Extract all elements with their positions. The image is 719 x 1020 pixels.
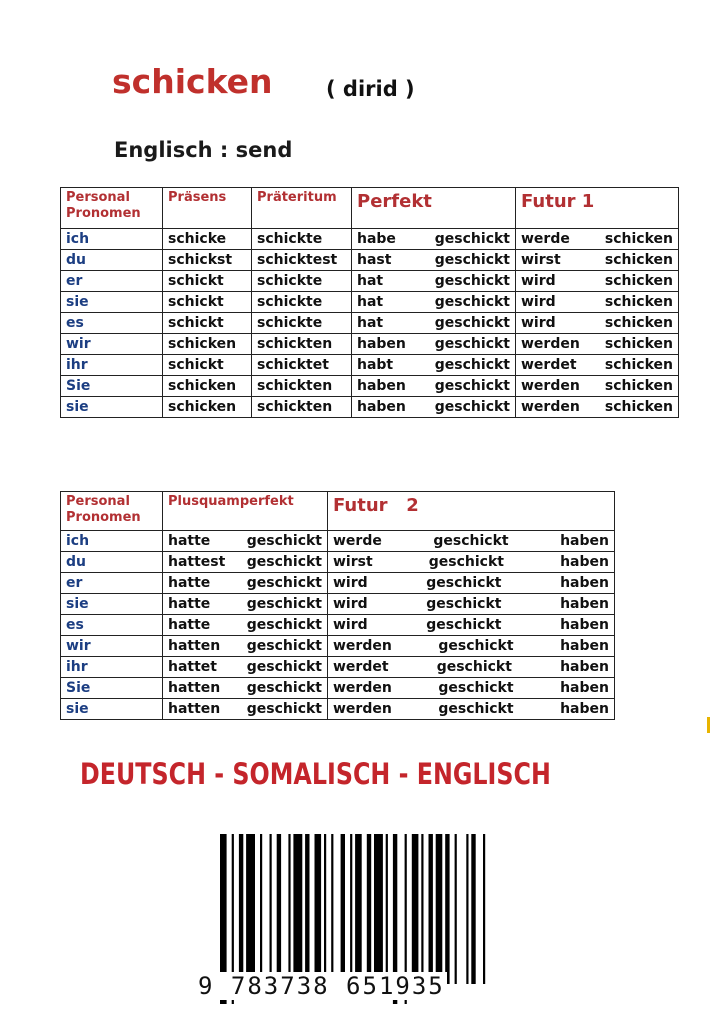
plusquamperfekt-auxiliary: hattest xyxy=(168,554,226,570)
pronoun-cell: sie xyxy=(61,699,163,720)
table1-row xyxy=(61,334,679,355)
futur1-auxiliary: wirst xyxy=(521,252,561,268)
conjugation-table-2 xyxy=(60,491,615,720)
perfekt-cell xyxy=(352,229,516,250)
futur2-cell xyxy=(328,552,615,573)
barcode-bar xyxy=(483,834,485,984)
futur1-cell xyxy=(516,355,679,376)
perfekt-auxiliary: haben xyxy=(357,399,406,415)
perfekt-auxiliary: haben xyxy=(357,378,406,394)
pronoun-cell: ihr xyxy=(61,657,163,678)
plusquamperfekt-participle: geschickt xyxy=(246,554,322,570)
perfekt-auxiliary: habt xyxy=(357,357,394,373)
header-plusquamperfekt: Plusquamperfekt xyxy=(163,492,328,531)
table2-row xyxy=(61,657,615,678)
plusquamperfekt-cell xyxy=(163,699,328,720)
futur1-cell xyxy=(516,271,679,292)
barcode-bar xyxy=(350,834,352,984)
praeteritum-cell: schickte xyxy=(252,313,352,334)
table1-row xyxy=(61,397,679,418)
barcode-bar xyxy=(367,834,371,984)
table2-row xyxy=(61,678,615,699)
praeteritum-cell: schickte xyxy=(252,271,352,292)
pronoun-cell: er xyxy=(61,573,163,594)
futur2-participle: geschickt xyxy=(438,680,514,696)
pronoun-cell: du xyxy=(61,250,163,271)
perfekt-cell xyxy=(352,271,516,292)
table2-row xyxy=(61,531,615,552)
barcode-bar xyxy=(293,834,302,984)
plusquamperfekt-participle: geschickt xyxy=(246,680,322,696)
praeteritum-cell: schicktest xyxy=(252,250,352,271)
perfekt-auxiliary: hat xyxy=(357,273,384,289)
futur2-cell xyxy=(328,573,615,594)
futur1-auxiliary: wird xyxy=(521,294,556,310)
futur1-infinitive: schicken xyxy=(604,231,673,247)
table1-row xyxy=(61,355,679,376)
plusquamperfekt-participle: geschickt xyxy=(246,659,322,675)
praeteritum-cell: schickten xyxy=(252,397,352,418)
barcode-bar xyxy=(246,834,255,984)
somali-translation: ( dirid ) xyxy=(326,77,415,101)
perfekt-participle: geschickt xyxy=(434,273,510,289)
perfekt-participle: geschickt xyxy=(434,315,510,331)
praesens-cell: schickt xyxy=(163,313,252,334)
pronoun-cell: sie xyxy=(61,397,163,418)
header-praeteritum: Präteritum xyxy=(252,188,352,229)
barcode-bar xyxy=(305,834,309,984)
header-praesens: Präsens xyxy=(163,188,252,229)
barcode-bar xyxy=(341,834,345,984)
futur2-participle: geschickt xyxy=(428,554,504,570)
praeteritum-cell: schickten xyxy=(252,376,352,397)
futur1-cell xyxy=(516,229,679,250)
plusquamperfekt-participle: geschickt xyxy=(246,596,322,612)
plusquamperfekt-auxiliary: hatte xyxy=(168,596,211,612)
futur1-cell xyxy=(516,334,679,355)
barcode-bar xyxy=(429,834,433,984)
plusquamperfekt-auxiliary: hatte xyxy=(168,617,211,633)
futur2-infinitive: haben xyxy=(560,554,609,570)
futur2-infinitive: haben xyxy=(560,533,609,549)
praesens-cell: schicken xyxy=(163,397,252,418)
plusquamperfekt-auxiliary: hatten xyxy=(168,638,221,654)
perfekt-cell xyxy=(352,355,516,376)
praesens-cell: schickst xyxy=(163,250,252,271)
futur1-infinitive: schicken xyxy=(604,294,673,310)
perfekt-auxiliary: hat xyxy=(357,294,384,310)
header-futur2: Futur 2 xyxy=(328,492,615,531)
futur1-auxiliary: wird xyxy=(521,315,556,331)
plusquamperfekt-cell xyxy=(163,657,328,678)
futur1-infinitive: schicken xyxy=(604,336,673,352)
header-personal-pronomen: Personal Pronomen xyxy=(61,188,163,229)
barcode-bar xyxy=(374,834,383,984)
pronoun-cell: wir xyxy=(61,334,163,355)
yellow-mark xyxy=(707,717,710,733)
pronoun-cell: es xyxy=(61,313,163,334)
futur2-auxiliary: wirst xyxy=(333,554,373,570)
header-personal-pronomen-2: Personal Pronomen xyxy=(61,492,163,531)
praeteritum-cell: schickten xyxy=(252,334,352,355)
plusquamperfekt-cell xyxy=(163,636,328,657)
pronoun-cell: Sie xyxy=(61,376,163,397)
futur2-auxiliary: werde xyxy=(333,533,382,549)
praesens-cell: schicken xyxy=(163,334,252,355)
futur1-infinitive: schicken xyxy=(604,357,673,373)
barcode-bar xyxy=(260,834,262,984)
plusquamperfekt-auxiliary: hatten xyxy=(168,680,221,696)
futur1-auxiliary: wird xyxy=(521,273,556,289)
plusquamperfekt-cell xyxy=(163,594,328,615)
futur1-infinitive: schicken xyxy=(604,273,673,289)
table1-row xyxy=(61,250,679,271)
plusquamperfekt-auxiliary: hatte xyxy=(168,533,211,549)
barcode-bar xyxy=(355,834,362,984)
futur1-auxiliary: werde xyxy=(521,231,570,247)
table2-row xyxy=(61,594,615,615)
perfekt-cell xyxy=(352,250,516,271)
futur2-auxiliary: werden xyxy=(333,680,392,696)
conjugation-table-1 xyxy=(60,187,679,418)
futur1-cell xyxy=(516,397,679,418)
perfekt-participle: geschickt xyxy=(434,399,510,415)
futur2-auxiliary: wird xyxy=(333,596,368,612)
perfekt-participle: geschickt xyxy=(434,231,510,247)
futur2-participle: geschickt xyxy=(426,617,502,633)
praeteritum-cell: schickte xyxy=(252,229,352,250)
futur2-cell xyxy=(328,636,615,657)
futur2-cell xyxy=(328,531,615,552)
futur2-auxiliary: wird xyxy=(333,575,368,591)
futur2-participle: geschickt xyxy=(436,659,512,675)
futur2-cell xyxy=(328,657,615,678)
barcode-bar xyxy=(277,834,281,984)
futur1-auxiliary: werden xyxy=(521,336,580,352)
table2-row xyxy=(61,636,615,657)
table1-row xyxy=(61,292,679,313)
table2-row xyxy=(61,573,615,594)
perfekt-auxiliary: hat xyxy=(357,315,384,331)
futur2-participle: geschickt xyxy=(433,533,509,549)
perfekt-cell xyxy=(352,376,516,397)
praesens-cell: schickt xyxy=(163,355,252,376)
perfekt-cell xyxy=(352,292,516,313)
futur2-auxiliary: werden xyxy=(333,701,392,717)
barcode-bar xyxy=(239,834,243,984)
futur2-participle: geschickt xyxy=(438,638,514,654)
barcode-bar xyxy=(315,834,322,984)
barcode-bar xyxy=(270,834,272,984)
pronoun-cell: Sie xyxy=(61,678,163,699)
plusquamperfekt-cell xyxy=(163,531,328,552)
futur1-cell xyxy=(516,250,679,271)
perfekt-auxiliary: haben xyxy=(357,336,406,352)
perfekt-participle: geschickt xyxy=(434,252,510,268)
barcode-bar xyxy=(421,834,423,984)
futur2-infinitive: haben xyxy=(560,638,609,654)
praesens-cell: schicken xyxy=(163,376,252,397)
table1-row xyxy=(61,271,679,292)
barcode-bar xyxy=(331,834,333,984)
futur2-participle: geschickt xyxy=(438,701,514,717)
futur1-auxiliary: werden xyxy=(521,378,580,394)
praesens-cell: schickt xyxy=(163,292,252,313)
table1-row xyxy=(61,313,679,334)
perfekt-cell xyxy=(352,313,516,334)
plusquamperfekt-participle: geschickt xyxy=(246,617,322,633)
plusquamperfekt-participle: geschickt xyxy=(246,533,322,549)
perfekt-participle: geschickt xyxy=(434,336,510,352)
futur2-cell xyxy=(328,594,615,615)
perfekt-participle: geschickt xyxy=(434,378,510,394)
pronoun-cell: wir xyxy=(61,636,163,657)
barcode-bar xyxy=(288,834,290,984)
futur2-participle: geschickt xyxy=(426,575,502,591)
praeteritum-cell: schickte xyxy=(252,292,352,313)
table1-header-row xyxy=(61,188,679,229)
futur1-cell xyxy=(516,313,679,334)
praeteritum-cell: schicktet xyxy=(252,355,352,376)
futur2-auxiliary: wird xyxy=(333,617,368,633)
pronoun-cell: ich xyxy=(61,531,163,552)
futur1-auxiliary: werdet xyxy=(521,357,577,373)
futur1-infinitive: schicken xyxy=(604,315,673,331)
table1-row xyxy=(61,229,679,250)
table1-row xyxy=(61,376,679,397)
futur2-cell xyxy=(328,699,615,720)
pronoun-cell: du xyxy=(61,552,163,573)
perfekt-cell xyxy=(352,397,516,418)
barcode-bar xyxy=(324,834,326,984)
futur2-infinitive: haben xyxy=(560,680,609,696)
futur2-auxiliary: werden xyxy=(333,638,392,654)
futur2-infinitive: haben xyxy=(560,617,609,633)
header-perfekt: Perfekt xyxy=(352,188,516,229)
pronoun-cell: es xyxy=(61,615,163,636)
table2-row xyxy=(61,699,615,720)
futur1-cell xyxy=(516,376,679,397)
plusquamperfekt-cell xyxy=(163,615,328,636)
plusquamperfekt-auxiliary: hatte xyxy=(168,575,211,591)
plusquamperfekt-cell xyxy=(163,573,328,594)
praesens-cell: schicke xyxy=(163,229,252,250)
pronoun-cell: ihr xyxy=(61,355,163,376)
pronoun-cell: er xyxy=(61,271,163,292)
table2-header-row xyxy=(61,492,615,531)
plusquamperfekt-auxiliary: hatten xyxy=(168,701,221,717)
futur2-cell xyxy=(328,615,615,636)
language-banner: DEUTSCH - SOMALISCH - ENGLISCH xyxy=(80,757,551,791)
perfekt-participle: geschickt xyxy=(434,294,510,310)
barcode-bar xyxy=(466,834,468,984)
futur2-cell xyxy=(328,678,615,699)
verb-title: schicken xyxy=(112,62,273,101)
futur2-auxiliary: werdet xyxy=(333,659,389,675)
barcode-bar xyxy=(386,834,388,984)
futur2-participle: geschickt xyxy=(426,596,502,612)
pronoun-cell: sie xyxy=(61,594,163,615)
table2-row xyxy=(61,552,615,573)
perfekt-participle: geschickt xyxy=(434,357,510,373)
futur2-infinitive: haben xyxy=(560,596,609,612)
plusquamperfekt-cell xyxy=(163,552,328,573)
barcode-bar xyxy=(445,834,449,984)
pronoun-cell: sie xyxy=(61,292,163,313)
english-translation: Englisch : send xyxy=(114,138,293,162)
plusquamperfekt-participle: geschickt xyxy=(246,638,322,654)
plusquamperfekt-participle: geschickt xyxy=(246,575,322,591)
plusquamperfekt-auxiliary: hattet xyxy=(168,659,217,675)
table2-row xyxy=(61,615,615,636)
plusquamperfekt-participle: geschickt xyxy=(246,701,322,717)
praesens-cell: schickt xyxy=(163,271,252,292)
futur1-cell xyxy=(516,292,679,313)
perfekt-auxiliary: habe xyxy=(357,231,396,247)
barcode-bar xyxy=(455,834,457,984)
futur1-auxiliary: werden xyxy=(521,399,580,415)
header-futur1: Futur 1 xyxy=(516,188,679,229)
barcode-bar xyxy=(412,834,419,984)
futur1-infinitive: schicken xyxy=(604,378,673,394)
futur1-infinitive: schicken xyxy=(604,399,673,415)
plusquamperfekt-cell xyxy=(163,678,328,699)
barcode-bar xyxy=(436,834,443,984)
futur2-infinitive: haben xyxy=(560,701,609,717)
barcode-number: 9 783738 651935 xyxy=(198,972,445,1000)
perfekt-cell xyxy=(352,334,516,355)
futur2-infinitive: haben xyxy=(560,659,609,675)
pronoun-cell: ich xyxy=(61,229,163,250)
perfekt-auxiliary: hast xyxy=(357,252,392,268)
futur2-infinitive: haben xyxy=(560,575,609,591)
futur1-infinitive: schicken xyxy=(604,252,673,268)
barcode-bar xyxy=(471,834,475,984)
